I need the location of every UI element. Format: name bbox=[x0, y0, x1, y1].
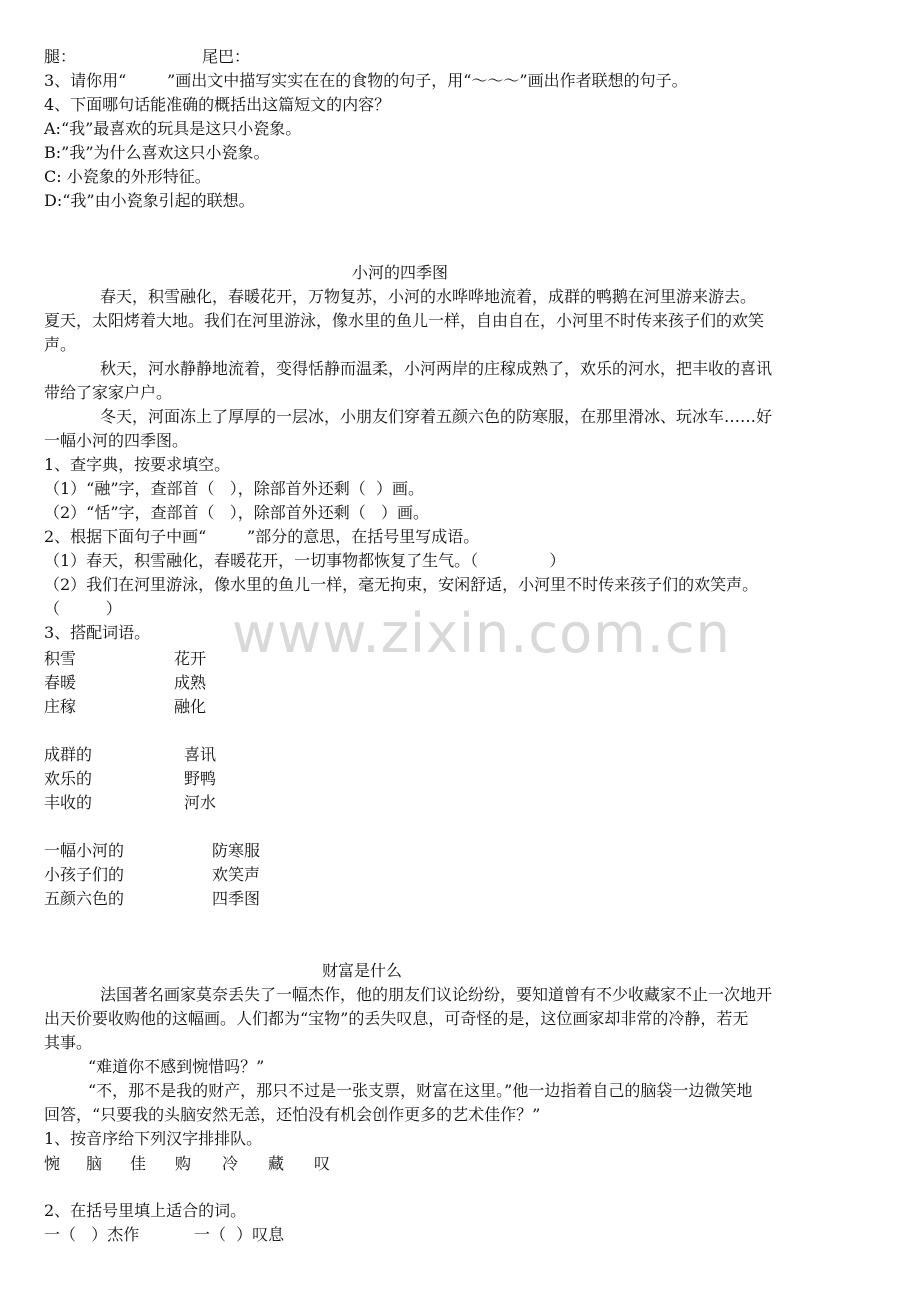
passage2-p2-line2: 带给了家家户户。 bbox=[44, 383, 173, 402]
match2-left-3: 丰收的 bbox=[44, 793, 93, 812]
passage2-question-2-2-blank: （ ） bbox=[44, 599, 122, 618]
passage2-p3-line1: 冬天，河面冻上了厚厚的一层冰，小朋友们穿着五颜六色的防寒服，在那里滑冰、玩冰车……好 bbox=[100, 407, 773, 426]
match2-right-1: 喜讯 bbox=[184, 745, 217, 764]
match2-left-1: 成群的 bbox=[44, 745, 93, 764]
char-1: 惋 bbox=[44, 1154, 61, 1173]
passage3-p1-line2: 出天价要收购他的这幅画。人们都为“宝物”的丢失叹息，可奇怪的是，这位画家却非常的冷静，若无 bbox=[44, 1009, 749, 1028]
passage2-p2-line1: 秋天，河水静静地流着，变得恬静而温柔，小河两岸的庄稼成熟了，欢乐的河水，把丰收的喜讯 bbox=[100, 359, 773, 378]
char-4: 购 bbox=[175, 1154, 192, 1173]
char-3: 佳 bbox=[130, 1154, 147, 1173]
line-tail: 尾巴： bbox=[202, 47, 251, 66]
passage3-p2: “难道你不感到惋惜吗？” bbox=[88, 1057, 265, 1076]
match3-left-1: 一幅小河的 bbox=[44, 841, 125, 860]
match3-left-3: 五颜六色的 bbox=[44, 889, 125, 908]
passage3-p3-line1: “不，那不是我的财产，那只不过是一张支票，财富在这里。”他一边指着自己的脑袋一边微笑地 bbox=[88, 1081, 753, 1100]
question-3: 3、请你用“ ”画出文中描写实实在在的食物的句子，用“～～～”画出作者联想的句子。 bbox=[44, 71, 688, 90]
passage3-p1-line3: 其事。 bbox=[44, 1033, 93, 1052]
watermark: www.zixin.com.cn bbox=[232, 602, 731, 665]
passage3-question-1: 1、按音序给下列汉字排排队。 bbox=[44, 1129, 263, 1148]
passage3-question-2: 2、在括号里填上适合的词。 bbox=[44, 1201, 247, 1220]
passage2-question-2-2: （2）我们在河里游泳，像水里的鱼儿一样，毫无拘束，安闲舒适，小河里不时传来孩子们的欢笑声。 bbox=[44, 575, 759, 594]
passage2-question-2-1: （1）春天，积雪融化，春暖花开，一切事物都恢复了生气。（ ） bbox=[44, 551, 566, 570]
passage2-question-1: 1、查字典，按要求填空。 bbox=[44, 455, 231, 474]
char-2: 脑 bbox=[86, 1154, 103, 1173]
passage2-title: 小河的四季图 bbox=[352, 263, 449, 282]
match1-left-3: 庄稼 bbox=[44, 697, 77, 716]
match3-left-2: 小孩子们的 bbox=[44, 865, 125, 884]
passage3-title: 财富是什么 bbox=[322, 961, 403, 980]
passage2-question-1-1: （1）“融”字，查部首（ ），除部首外还剩（ ）画。 bbox=[44, 479, 424, 498]
char-5: 冷 bbox=[222, 1154, 239, 1173]
passage2-p1-line3: 声。 bbox=[44, 335, 77, 354]
match1-right-1: 花开 bbox=[174, 649, 207, 668]
char-7: 叹 bbox=[314, 1154, 331, 1173]
passage3-question-2-a: 一（ ）杰作 bbox=[44, 1225, 140, 1244]
passage2-question-3: 3、搭配词语。 bbox=[44, 623, 151, 642]
option-d: D:“我”由小瓷象引起的联想。 bbox=[44, 191, 255, 210]
char-6: 藏 bbox=[268, 1154, 285, 1173]
match1-left-1: 积雪 bbox=[44, 649, 77, 668]
passage3-p1-line1: 法国著名画家莫奈丢失了一幅杰作，他的朋友们议论纷纷，要知道曾有不少收藏家不止一次地开 bbox=[100, 985, 773, 1004]
match3-right-2: 欢笑声 bbox=[212, 865, 261, 884]
match1-right-3: 融化 bbox=[174, 697, 207, 716]
passage3-p3-line2: 回答，“只要我的头脑安然无恙，还怕没有机会创作更多的艺术佳作？” bbox=[44, 1105, 541, 1124]
question-4: 4、下面哪句话能准确的概括出这篇短文的内容？ bbox=[44, 95, 391, 114]
option-c: C: 小瓷象的外形特征。 bbox=[44, 167, 211, 186]
option-b: B:”我”为什么喜欢这只小瓷象。 bbox=[44, 143, 270, 162]
match2-left-2: 欢乐的 bbox=[44, 769, 93, 788]
match3-right-3: 四季图 bbox=[212, 889, 261, 908]
match3-right-1: 防寒服 bbox=[212, 841, 261, 860]
passage2-p1-line2: 夏天，太阳烤着大地。我们在河里游泳，像水里的鱼儿一样，自由自在，小河里不时传来孩子们的欢笑 bbox=[44, 311, 765, 330]
passage3-question-2-b: 一（ ）叹息 bbox=[194, 1225, 285, 1244]
line-legs: 腿： bbox=[44, 47, 77, 66]
match2-right-3: 河水 bbox=[184, 793, 217, 812]
passage2-question-2: 2、根据下面句子中画“ ”部分的意思，在括号里写成语。 bbox=[44, 527, 480, 546]
option-a: A:“我”最喜欢的玩具是这只小瓷象。 bbox=[44, 119, 302, 138]
passage2-question-1-2: （2）“恬”字，查部首（ ），除部首外还剩（ ）画。 bbox=[44, 503, 430, 522]
match2-right-2: 野鸭 bbox=[184, 769, 217, 788]
passage2-p1-line1: 春天，积雪融化，春暖花开，万物复苏，小河的水哗哗地流着，成群的鸭鹅在河里游来游去。 bbox=[100, 287, 757, 306]
passage2-p3-line2: 一幅小河的四季图。 bbox=[44, 431, 189, 450]
match1-left-2: 春暖 bbox=[44, 673, 77, 692]
match1-right-2: 成熟 bbox=[174, 673, 207, 692]
